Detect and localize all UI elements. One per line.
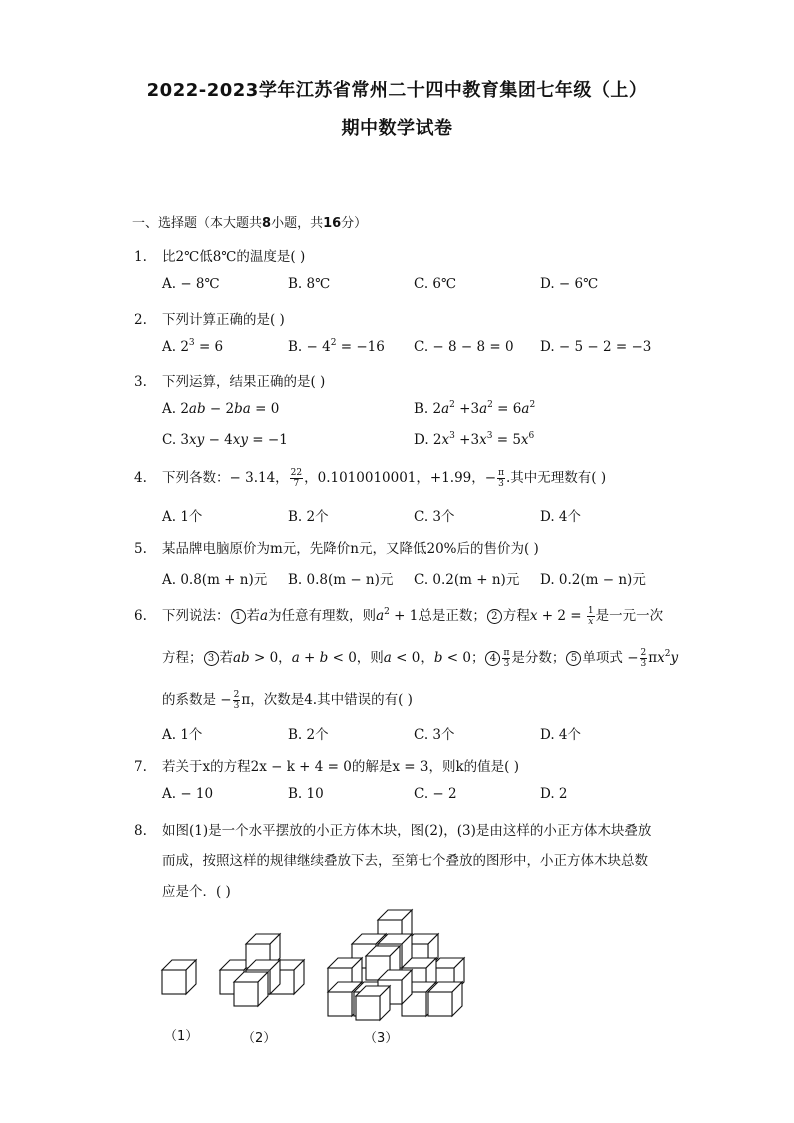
q4-option-a[interactable]: A. 1个 bbox=[162, 509, 203, 525]
question-5: 5. 某品牌电脑原价为m元，先降价n元，又降低20%后的售价为( ) bbox=[134, 541, 539, 557]
q3-option-a[interactable]: A. 2ab − 2ba = 0 bbox=[162, 401, 280, 417]
cube bbox=[402, 958, 436, 992]
section-heading: 一、选择题（本大题共8小题，共16分） bbox=[132, 216, 368, 231]
q5-option-b[interactable]: B. 0.8(m − n)元 bbox=[288, 572, 394, 588]
q2-option-b[interactable]: B. − $4^2 = -16$ bbox=[288, 338, 385, 355]
q5-option-c[interactable]: C. 0.2(m + n)元 bbox=[414, 572, 520, 588]
fraction-pi-3: $\frac{\pi}{3}$ bbox=[498, 468, 504, 489]
figure-label-2: （2） bbox=[242, 1031, 277, 1046]
cube bbox=[404, 934, 438, 968]
q1-option-d[interactable]: D. − 6℃ bbox=[540, 276, 599, 292]
figure-1-single-cube bbox=[162, 960, 196, 994]
q3-option-d[interactable]: D. $2x^3 +3x^3 = 5x^6$ bbox=[414, 431, 535, 448]
cube bbox=[354, 982, 388, 1016]
q3-option-b[interactable]: B. $2a^2 +3a^2 = 6a^2$ bbox=[414, 400, 536, 417]
q4-option-d[interactable]: D. 4个 bbox=[540, 509, 582, 525]
q7-option-c[interactable]: C. − 2 bbox=[414, 786, 457, 802]
q6-option-c[interactable]: C. 3个 bbox=[414, 727, 455, 743]
q1-option-a[interactable]: A. − 8℃ bbox=[162, 276, 220, 292]
cube bbox=[378, 910, 412, 944]
q1-option-c[interactable]: C. 6℃ bbox=[414, 276, 457, 292]
question-2: 2. 下列计算正确的是( ) bbox=[134, 312, 285, 328]
q1-option-b[interactable]: B. 8℃ bbox=[288, 276, 331, 292]
q6-option-b[interactable]: B. 2个 bbox=[288, 727, 329, 743]
question-6: 6. 下列说法： 1 若a为任意有理数，则$a^2 + 1$总是正数； 2 方程x + 2 = $\frac{1}{x}$ 是一元一次 bbox=[134, 606, 664, 627]
figure-label-1: （1） bbox=[164, 1029, 199, 1044]
cube bbox=[378, 934, 412, 968]
q6-option-a[interactable]: A. 1个 bbox=[162, 727, 203, 743]
q5-option-d[interactable]: D. 0.2(m − n)元 bbox=[540, 572, 646, 588]
cube bbox=[162, 960, 196, 994]
cube bbox=[352, 934, 386, 968]
fraction-22-7: $\frac{22}{7}$ bbox=[290, 468, 303, 489]
exam-title-line2: 期中数学试卷 bbox=[341, 118, 453, 139]
question-8-line3: 应是个．( ) bbox=[162, 884, 231, 900]
q7-option-b[interactable]: B. 10 bbox=[288, 786, 324, 802]
q6-option-d[interactable]: D. 4个 bbox=[540, 727, 582, 743]
cube bbox=[246, 934, 280, 968]
question-1: 1. 比2℃低8℃的温度是( ) bbox=[134, 249, 306, 265]
q4-option-c[interactable]: C. 3个 bbox=[414, 509, 455, 525]
cube bbox=[270, 960, 304, 994]
cube bbox=[356, 986, 390, 1020]
cube bbox=[328, 982, 362, 1016]
question-3: 3. 下列运算，结果正确的是( ) bbox=[134, 374, 326, 390]
question-6-line2: 方程； 3 若ab > 0，a + b < 0，则a < 0，b < 0； 4 $\frac{\pi}{3}$ 是分数； 5 单项式 − $\frac{2}{3}$ $\pi x^2y$ bbox=[162, 648, 679, 669]
cube bbox=[246, 960, 280, 994]
question-8: 8. 如图(1)是一个水平摆放的小正方体木块，图(2)，(3)是由这样的小正方体木块叠放 bbox=[134, 823, 652, 839]
cube bbox=[378, 970, 412, 1004]
q5-option-a[interactable]: A. 0.8(m + n)元 bbox=[162, 572, 268, 588]
q2-option-c[interactable]: C. − 8 − 8 = 0 bbox=[414, 339, 514, 355]
question-4: 4. 下列各数：− 3.14， $\frac{22}{7}$ ，0.1010010001，+1.99，− $\frac{\pi}{3}$ .其中无理数有( ) bbox=[134, 468, 607, 489]
figure-label-3: （3） bbox=[364, 1031, 399, 1046]
cube bbox=[428, 982, 462, 1016]
q2-option-a[interactable]: A. $2^3 = 6$ bbox=[162, 338, 224, 355]
cube bbox=[430, 958, 464, 992]
figure-2-cube-stack bbox=[220, 934, 304, 1006]
q2-option-d[interactable]: D. − 5 − 2 = −3 bbox=[540, 339, 652, 355]
cube bbox=[402, 982, 436, 1016]
q3-option-c[interactable]: C. 3xy − 4xy = −1 bbox=[162, 432, 288, 448]
question-8-line2: 而成，按照这样的规律继续叠放下去，至第七个叠放的图形中，小正方体木块总数 bbox=[162, 853, 648, 869]
exam-title-line1: 2022-2023学年江苏省常州二十四中教育集团七年级（上） bbox=[146, 80, 648, 101]
question-7: 7. 若关于x的方程2x − k + 4 = 0的解是x = 3，则k的值是( ) bbox=[134, 759, 519, 775]
q7-option-d[interactable]: D. 2 bbox=[540, 786, 568, 802]
figure-3-cube-stack bbox=[328, 910, 464, 1020]
cube bbox=[328, 958, 362, 992]
cube bbox=[220, 960, 254, 994]
q4-option-b[interactable]: B. 2个 bbox=[288, 509, 329, 525]
q7-option-a[interactable]: A. − 10 bbox=[162, 786, 214, 802]
question-6-line3: 的系数是 − $\frac{2}{3}$ π，次数是4.其中错误的有( ) bbox=[162, 690, 413, 711]
cube bbox=[366, 946, 400, 980]
cube bbox=[234, 972, 268, 1006]
